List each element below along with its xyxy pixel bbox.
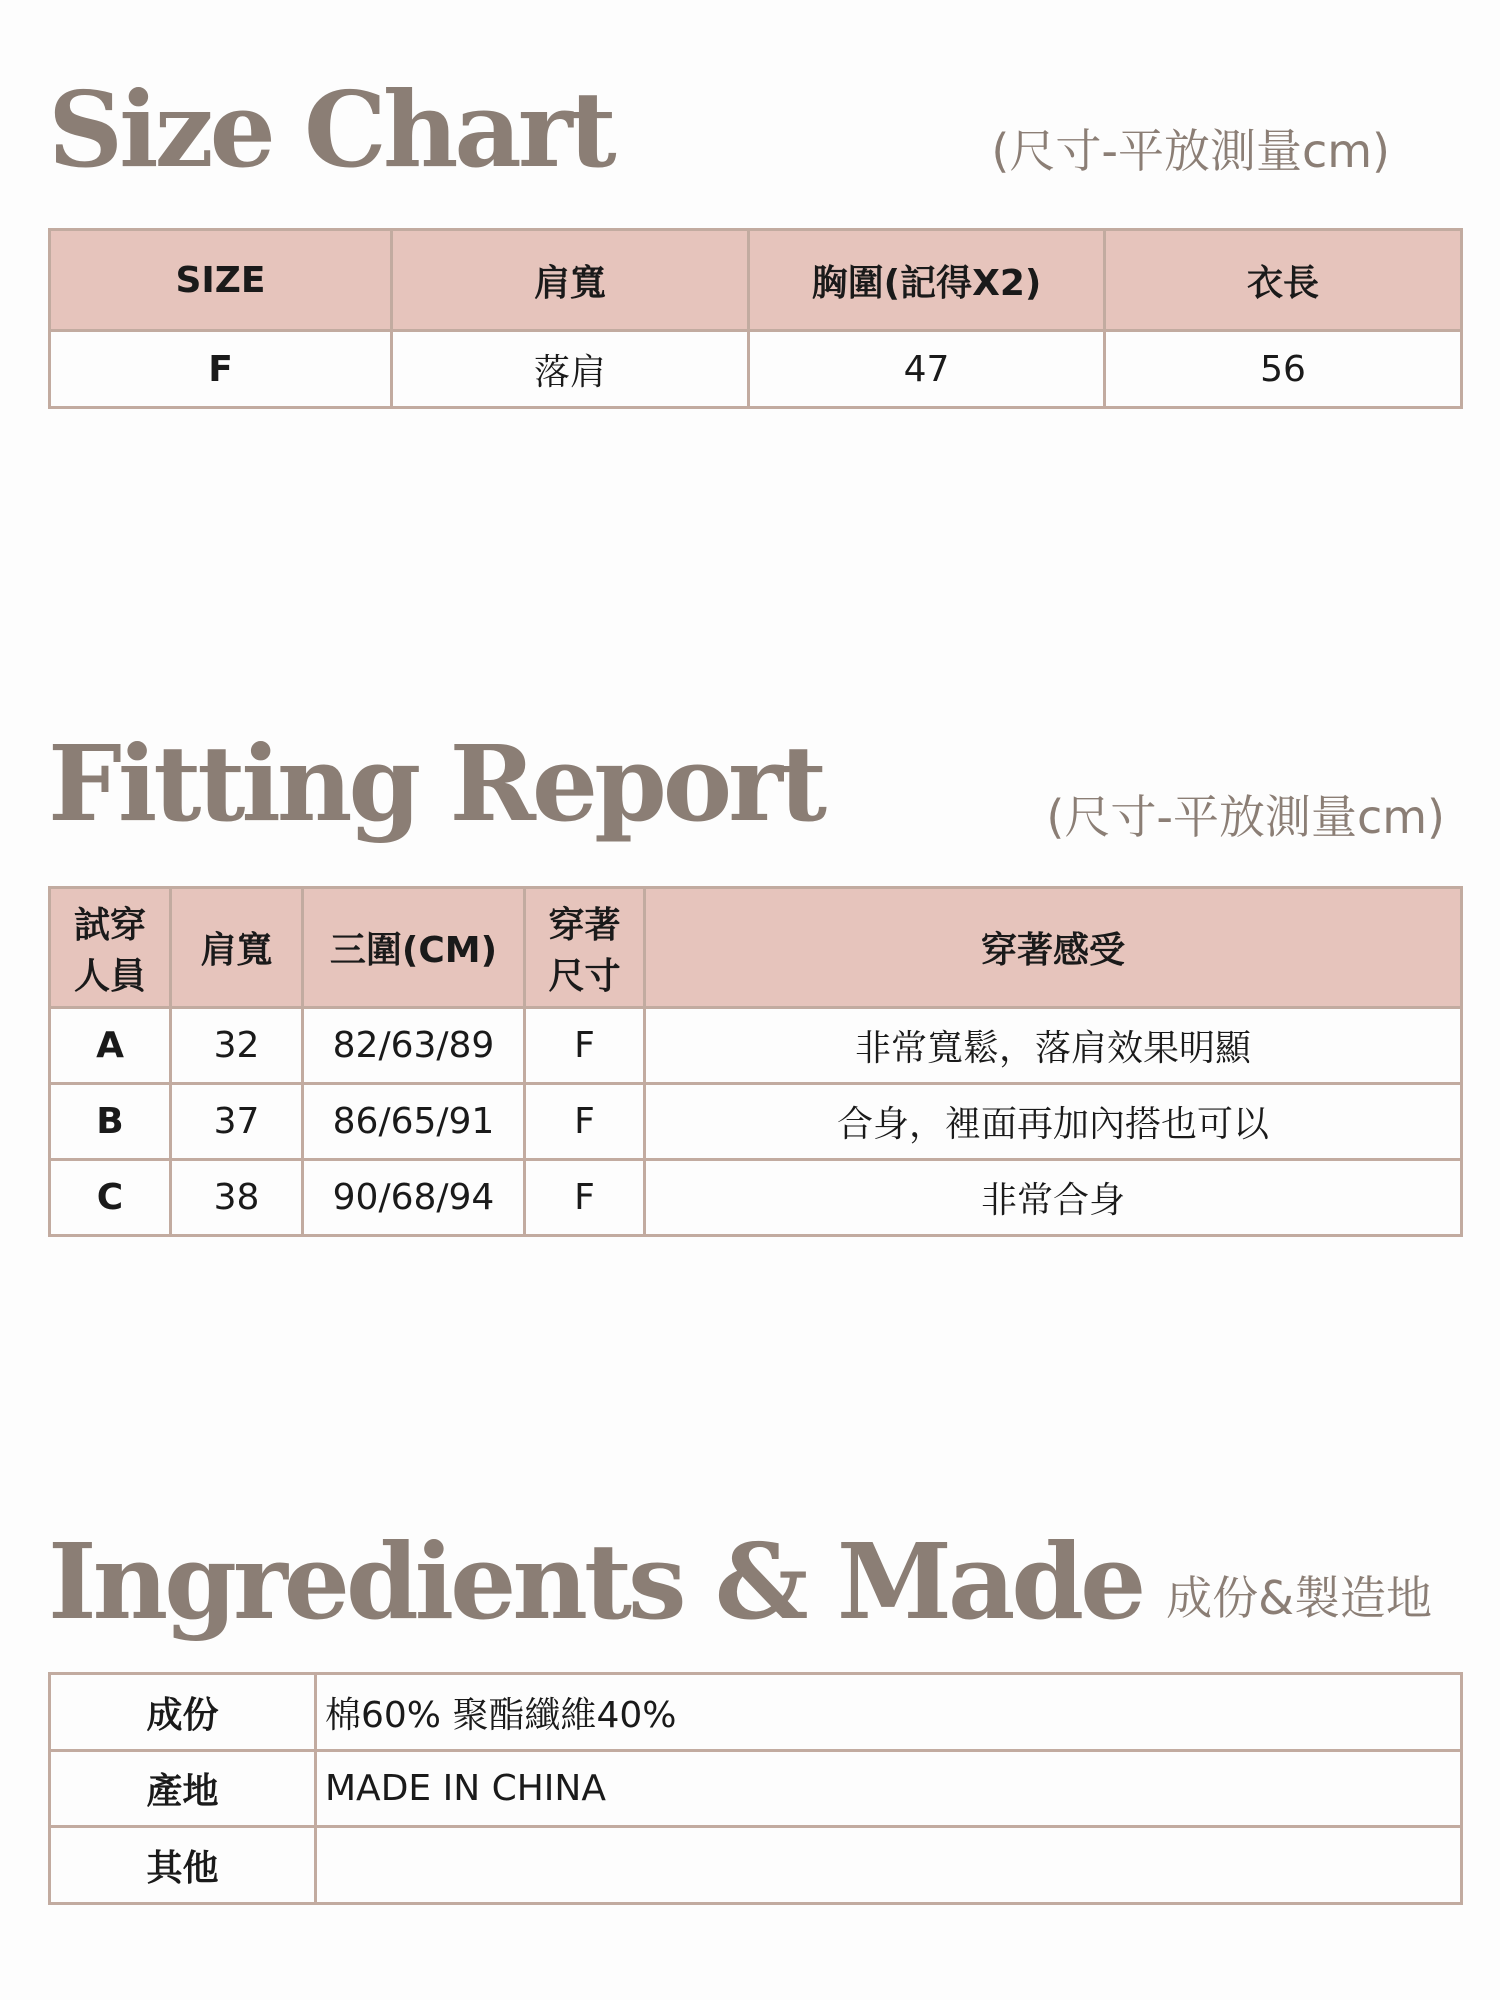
header-shoulder: 肩寬: [392, 230, 749, 331]
tester-shoulder: 37: [171, 1084, 303, 1160]
tester-name: B: [50, 1084, 171, 1160]
ingredients-table: [48, 1672, 1463, 1905]
size-chart-title: Size Chart: [48, 68, 613, 191]
tester-feeling: 非常合身: [645, 1160, 1462, 1236]
tester-name: A: [50, 1008, 171, 1084]
ingredients-note: 成份&製造地: [1166, 1571, 1432, 1625]
fitting-report-title: Fitting Report: [48, 722, 823, 845]
tester-shoulder: 38: [171, 1160, 303, 1236]
header-shoulder: 肩寬: [171, 888, 303, 1008]
tester-three-sizes: 82/63/89: [303, 1008, 525, 1084]
header-tester: [50, 888, 171, 1008]
tester-name: C: [50, 1160, 171, 1236]
origin-value: MADE IN CHINA: [316, 1751, 1462, 1827]
tester-wear-size: F: [525, 1160, 645, 1236]
fitting-report-note: (尺寸-平放測量cm): [1046, 790, 1445, 844]
table-row: [50, 1751, 1462, 1827]
header-size: SIZE: [50, 230, 392, 331]
table-row: [50, 331, 1462, 408]
fitting-report-table: [48, 886, 1463, 1237]
size-chart-header-row: [50, 230, 1462, 331]
size-value: F: [50, 331, 392, 408]
ingredients-value: 棉60% 聚酯纖維40%: [316, 1674, 1462, 1751]
header-three-sizes: 三圍(CM): [303, 888, 525, 1008]
table-row: [50, 1008, 1462, 1084]
header-wear-size-line2: 尺寸: [548, 955, 621, 997]
table-row: [50, 1084, 1462, 1160]
header-length: 衣長: [1105, 230, 1462, 331]
tester-feeling: 非常寬鬆，落肩效果明顯: [645, 1008, 1462, 1084]
other-value: [316, 1827, 1462, 1904]
size-chart-table: [48, 228, 1463, 409]
table-row: [50, 1827, 1462, 1904]
header-feeling: 穿著感受: [645, 888, 1462, 1008]
other-label: 其他: [50, 1827, 316, 1904]
header-tester-line2: 人員: [73, 955, 146, 997]
size-chart-note: (尺寸-平放測量cm): [991, 124, 1390, 178]
chest-value: 47: [749, 331, 1105, 408]
tester-three-sizes: 90/68/94: [303, 1160, 525, 1236]
header-chest: 胸圍(記得X2): [749, 230, 1105, 331]
tester-shoulder: 32: [171, 1008, 303, 1084]
table-row: [50, 1160, 1462, 1236]
tester-wear-size: F: [525, 1084, 645, 1160]
length-value: 56: [1105, 331, 1462, 408]
fitting-header-row: [50, 888, 1462, 1008]
header-tester-line1: 試穿: [73, 904, 146, 946]
shoulder-value: 落肩: [392, 331, 749, 408]
ingredients-label: 成份: [50, 1674, 316, 1751]
tester-wear-size: F: [525, 1008, 645, 1084]
tester-feeling: 合身，裡面再加內搭也可以: [645, 1084, 1462, 1160]
origin-label: 產地: [50, 1751, 316, 1827]
table-row: [50, 1674, 1462, 1751]
ingredients-title: Ingredients & Made: [48, 1520, 1143, 1643]
tester-three-sizes: 86/65/91: [303, 1084, 525, 1160]
header-wear-size: [525, 888, 645, 1008]
header-wear-size-line1: 穿著: [548, 904, 621, 946]
